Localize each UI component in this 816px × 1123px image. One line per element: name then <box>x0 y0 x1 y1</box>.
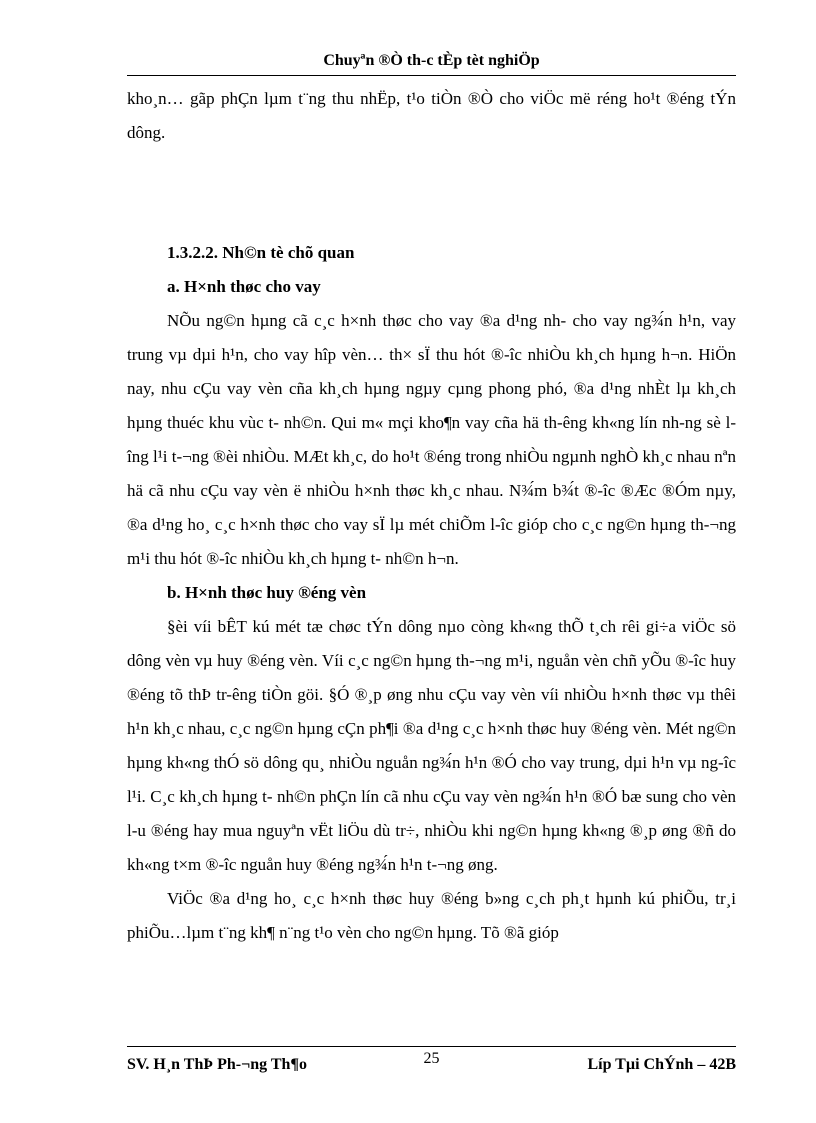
subsection-b-heading: b. H×nh thøc huy ®éng vèn <box>167 583 367 602</box>
subsection-a-heading: a. H×nh thøc cho vay <box>167 277 321 296</box>
footer-class-name: Líp Tµi ChÝnh – 42B <box>587 1056 736 1073</box>
subsection-b-paragraph-2: ViÖc ®a d¹ng ho¸ c¸c h×nh thøc huy ®éng b»ng c¸ch ph¸t hµnh kú phiÕu, tr¸i phiÕu…lµm t¨ng kh¶ n¨ng t¹o vèn cho ng©n hµng. Tõ ®ã gióp <box>127 889 736 942</box>
header-divider <box>127 75 736 76</box>
section-heading: 1.3.2.2. Nh©n tè chõ quan <box>167 243 355 262</box>
page-footer <box>127 1052 736 1078</box>
subsection-b-paragraph-1: §èi víi bÊT kú mét tæ chøc tÝn dông nµo còng kh«ng thÕ t¸ch rêi gi÷a viÖc sö dông vèn vµ huy ®éng vèn. Víi c¸c ng©n hµng th-¬ng m¹i, nguån vèn chñ yÕu ®-îc huy ®éng tõ thÞ tr-êng tiÒn göi. §Ó ®¸p øng nhu cÇu vay vèn víi nhiÒu h×nh thøc vµ thêi h¹n kh¸c nhau, c¸c ng©n hµng cÇn ph¶i ®a d¹ng c¸c h×nh thøc huy ®éng vèn. Mét ng©n hµng kh«ng thÓ sö dông qu¸ nhiÒu nguån ng¾́n h¹n ®Ó cho vay trung, dµi h¹n vµ ng-îc l¹i. C¸c kh¸ch hµng t- nh©n phÇn lín cã nhu cÇu vay vèn ng¾́n h¹n ®Ó bæ sung cho vèn l-u ®éng hay mua nguyªn vËt liÖu dù tr÷, nhiÒu khi ng©n hµng kh«ng ®¸p øng ®ñ do kh«ng t×m ®-îc nguån huy ®éng ng¾́n h¹n t-¬ng øng. <box>127 617 736 874</box>
intro-paragraph: kho¸n… gãp phÇn lµm t¨ng thu nhËp, t¹o tiÒn ®Ò cho viÖc më réng ho¹t ®éng tÝn dông. <box>127 89 736 142</box>
footer-student-name: SV. H¸n ThÞ Ph-¬ng Th¶o <box>127 1056 308 1073</box>
subsection-a-paragraph: NÕu ng©n hµng cã c¸c h×nh thøc cho vay ®a d¹ng nh- cho vay ng¾́n h¹n, vay trung vµ dµi h¹n, cho vay hîp vèn… th× sÏ thu hót ®-îc nhiÒu kh¸ch hµng h¬n. HiÖn nay, nhu cÇu vay vèn cña kh¸ch hµng ngµy cµng phong phó, ®a d¹ng nhÈt lµ kh¸ch hµng thuéc khu vùc t- nh©n. Qui m« mçi kho¶n vay cña hä th-êng kh«ng lín nh-ng sè l-îng l¹i t-¬ng ®èi nhiÒu. MÆt kh¸c, do ho¹t ®éng trong nhiÒu ngµnh nghÒ kh¸c nhau nªn hä cã nhu cÇu vay vèn ë nhiÒu h×nh thøc kh¸c nhau. N¾́m b¾́t ®-îc ®Æc ®Óm nµy, ®a d¹ng ho¸ c¸c h×nh thøc cho vay sÏ lµ mét chiÕm l-îc gióp cho c¸c ng©n hµng th-¬ng m¹i thu hót ®-îc nhiÒu kh¸ch hµng t- nh©n h¬n. <box>127 311 736 568</box>
page-header-title: Chuyªn ®Ò th-c tÈp tèt nghiÖp <box>323 52 540 69</box>
page-number: 25 <box>423 1050 440 1067</box>
section-spacer <box>127 150 736 236</box>
document-body <box>127 82 736 950</box>
